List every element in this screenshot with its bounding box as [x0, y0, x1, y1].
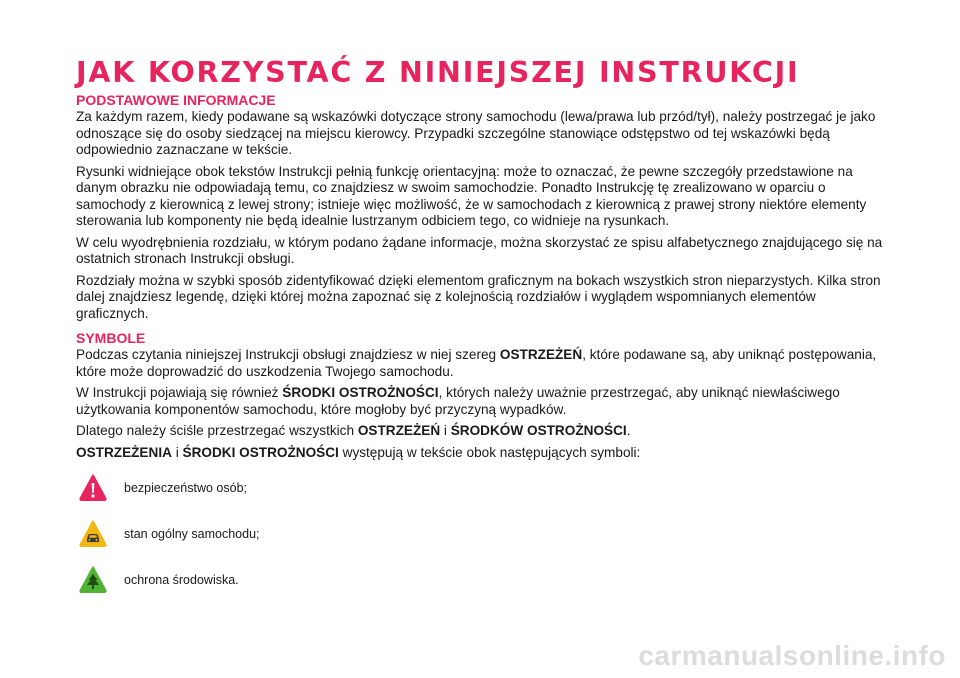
text-span: i	[171, 444, 183, 460]
symbol-label: bezpieczeństwo osób;	[124, 481, 247, 495]
text-span: , których należy uważnie przestrzegać, aby uniknąć niewłaściwego użytkowania komponentów samochodu, które mogłoby być przyczyną wypadków.	[76, 385, 840, 417]
precautions-term: ŚRODKI OSTROŻNOŚCI	[282, 385, 439, 400]
page-title: JAK KORZYSTAĆ Z NINIEJSZEJ INSTRUKCJI	[76, 56, 800, 89]
text-span: Dlatego należy ściśle przestrzegać wszystkich	[76, 423, 358, 438]
list-item	[78, 519, 886, 549]
symbol-label: stan ogólny samochodu;	[124, 527, 260, 541]
list-item	[78, 565, 886, 595]
symbols-paragraph-4	[76, 445, 886, 462]
text-span: i	[440, 423, 451, 438]
warnings-term: OSTRZEŻEŃ	[499, 347, 583, 362]
text-span: , które podawane są, aby uniknąć postępowania, które może doprowadzić do uszkodzenia Twojego samochodu.	[76, 347, 877, 379]
basics-paragraph-1: Za każdym razem, kiedy podawane są wskazówki dotyczące strony samochodu (lewa/prawa lub przód/tył), należy postrzegać je jako odnoszące się do osoby siedzącej na miejscu kierowcy. Przypadki szczególne stanowiące odstępstwo od tej wskazówki będą odpowiednio zaznaczane w tekście.	[76, 109, 876, 157]
symbol-list	[76, 473, 886, 595]
basics-paragraph-2: Rysunki widniejące obok tekstów Instrukcji pełnią funkcję orientacyjną: może to oznaczać, że pewne szczegóły przedstawione na danym obrazku nie odpowiadają temu, co znajdziesz w swoim samochodzie. Ponadto Instrukcję tę zrealizowano w oparciu o samochody z kierownicą z lewej strony; istnieje więc możliwość, że w samochodach z kierownicą z prawej strony niektóre elementy sterowania lub komponenty nie będą idealnie lustrzanym odbiciem tego, co widnieje na rysunkach.	[76, 163, 867, 228]
symbols-paragraph-1	[76, 347, 886, 380]
warnings-term: OSTRZEŻENIA	[76, 444, 172, 460]
precautions-term: ŚRODKI OSTROŻNOŚCI	[182, 444, 339, 460]
basics-paragraph-4: Rozdziały można w szybki sposób zidentyfikować dzięki elementom graficznym na bokach wszystkich stron nieparzystych. Kilka stron dalej znajdziesz legendę, dzięki której można zapoznać się z kolejnością rozdziałów i wyglądem wspomnianych elementów graficznych.	[76, 272, 881, 321]
symbols-heading: SYMBOLE	[76, 330, 146, 346]
text-span: .	[626, 423, 631, 438]
basics-heading: PODSTAWOWE INFORMACJE	[76, 92, 276, 108]
symbol-label: ochrona środowiska.	[124, 573, 239, 587]
exclamation-warning-icon	[78, 473, 108, 503]
basics-paragraph-3: W celu wyodrębnienia rozdziału, w którym podano żądane informacje, można skorzystać ze spisu alfabetycznego znajdującego się na ostatnich stronach Instrukcji obsługi.	[76, 234, 883, 266]
text-span: występują w tekście obok następujących symboli:	[338, 444, 641, 460]
symbols-paragraph-3	[76, 423, 886, 440]
list-item	[78, 473, 886, 503]
manual-page	[76, 56, 886, 611]
text-span: W Instrukcji pojawiają się również	[76, 385, 283, 400]
symbols-paragraph-2	[76, 385, 886, 418]
watermark: carmanualsonline.info	[638, 640, 946, 671]
car-warning-icon	[78, 519, 108, 549]
precautions-term: ŚRODKÓW OSTROŻNOŚCI	[450, 423, 627, 438]
warnings-term: OSTRZEŻEŃ	[357, 423, 441, 438]
tree-warning-icon	[78, 565, 108, 595]
text-span: Podczas czytania niniejszej Instrukcji obsługi znajdziesz w niej szereg	[76, 347, 500, 362]
